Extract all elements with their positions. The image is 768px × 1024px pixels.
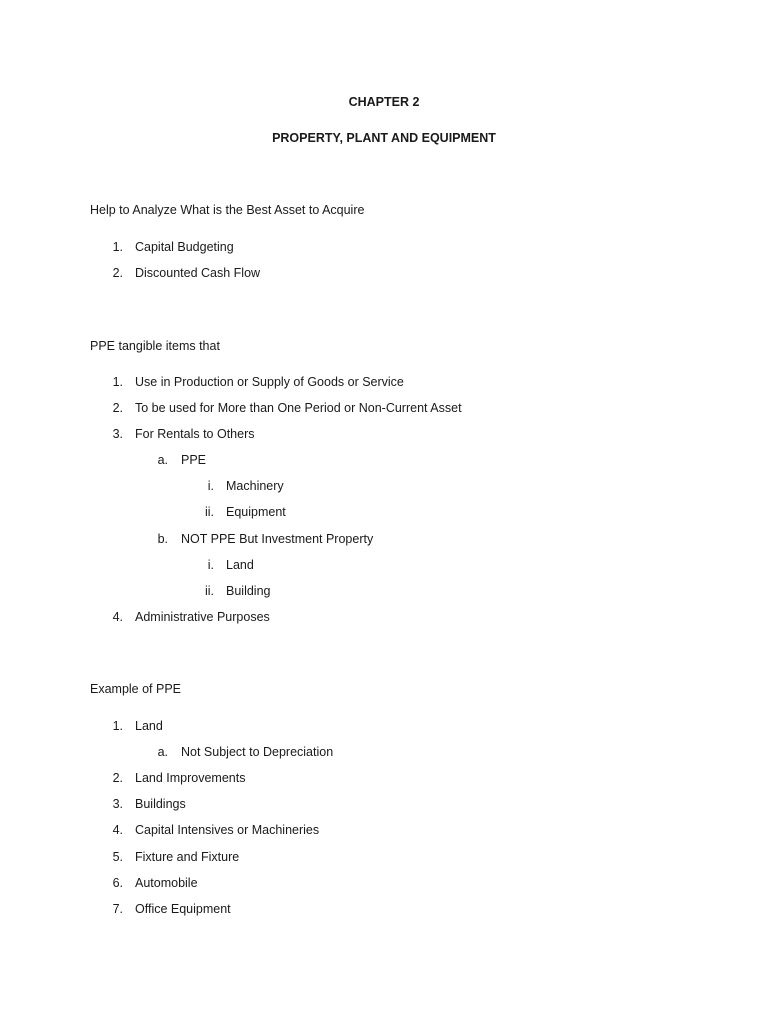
list-marker: 1. (112, 375, 123, 389)
list-item-text: Equipment (226, 505, 286, 519)
list-item-text: Capital Intensives or Machineries (135, 823, 320, 837)
list-marker: 3. (112, 427, 123, 441)
list-marker: 1. (112, 719, 123, 733)
chapter-label: CHAPTER 2 (348, 95, 420, 109)
list-marker: ii. (204, 505, 214, 519)
list-item-text: Machinery (226, 479, 284, 493)
list-item-text: Land (135, 719, 163, 733)
list-marker: 7. (112, 902, 123, 916)
list-marker: b. (157, 532, 168, 546)
list-marker: 5. (112, 850, 123, 864)
list-item-text: Not Subject to Depreciation (181, 745, 334, 759)
list-marker: i. (207, 479, 214, 493)
list-marker: i. (207, 558, 214, 572)
list-item-text: Use in Production or Supply of Goods or Service (135, 375, 404, 389)
section-heading-analyze: Help to Analyze What is the Best Asset to Acquire (90, 203, 365, 217)
document-title: PROPERTY, PLANT AND EQUIPMENT (272, 131, 496, 145)
list-marker: ii. (204, 584, 214, 598)
list-item-text: Land Improvements (135, 771, 246, 785)
section-heading-examples: Example of PPE (90, 682, 182, 696)
list-item-text: Office Equipment (135, 902, 231, 916)
list-item-text: Land (226, 558, 254, 572)
list-item-text: Automobile (135, 876, 198, 890)
list-marker: 4. (112, 823, 123, 837)
list-marker: 1. (112, 240, 123, 254)
list-item-text: NOT PPE But Investment Property (181, 532, 374, 546)
list-marker: 6. (112, 876, 123, 890)
list-marker: a. (157, 745, 168, 759)
list-item-text: To be used for More than One Period or Non-Current Asset (135, 401, 462, 415)
list-item-text: Administrative Purposes (135, 610, 270, 624)
list-marker: 2. (112, 771, 123, 785)
list-marker: a. (157, 453, 168, 467)
list-item-text: Fixture and Fixture (135, 850, 240, 864)
list-marker: 2. (112, 401, 123, 415)
list-item-text: For Rentals to Others (135, 427, 255, 441)
list-item-text: Buildings (135, 797, 186, 811)
list-item-text: Capital Budgeting (135, 240, 234, 254)
list-item-text: Discounted Cash Flow (135, 266, 261, 280)
list-item-text: Building (226, 584, 271, 598)
section-heading-ppe-items: PPE tangible items that (90, 339, 220, 353)
list-marker: 3. (112, 797, 123, 811)
list-marker: 2. (112, 266, 123, 280)
list-item-text: PPE (181, 453, 207, 467)
list-marker: 4. (112, 610, 123, 624)
